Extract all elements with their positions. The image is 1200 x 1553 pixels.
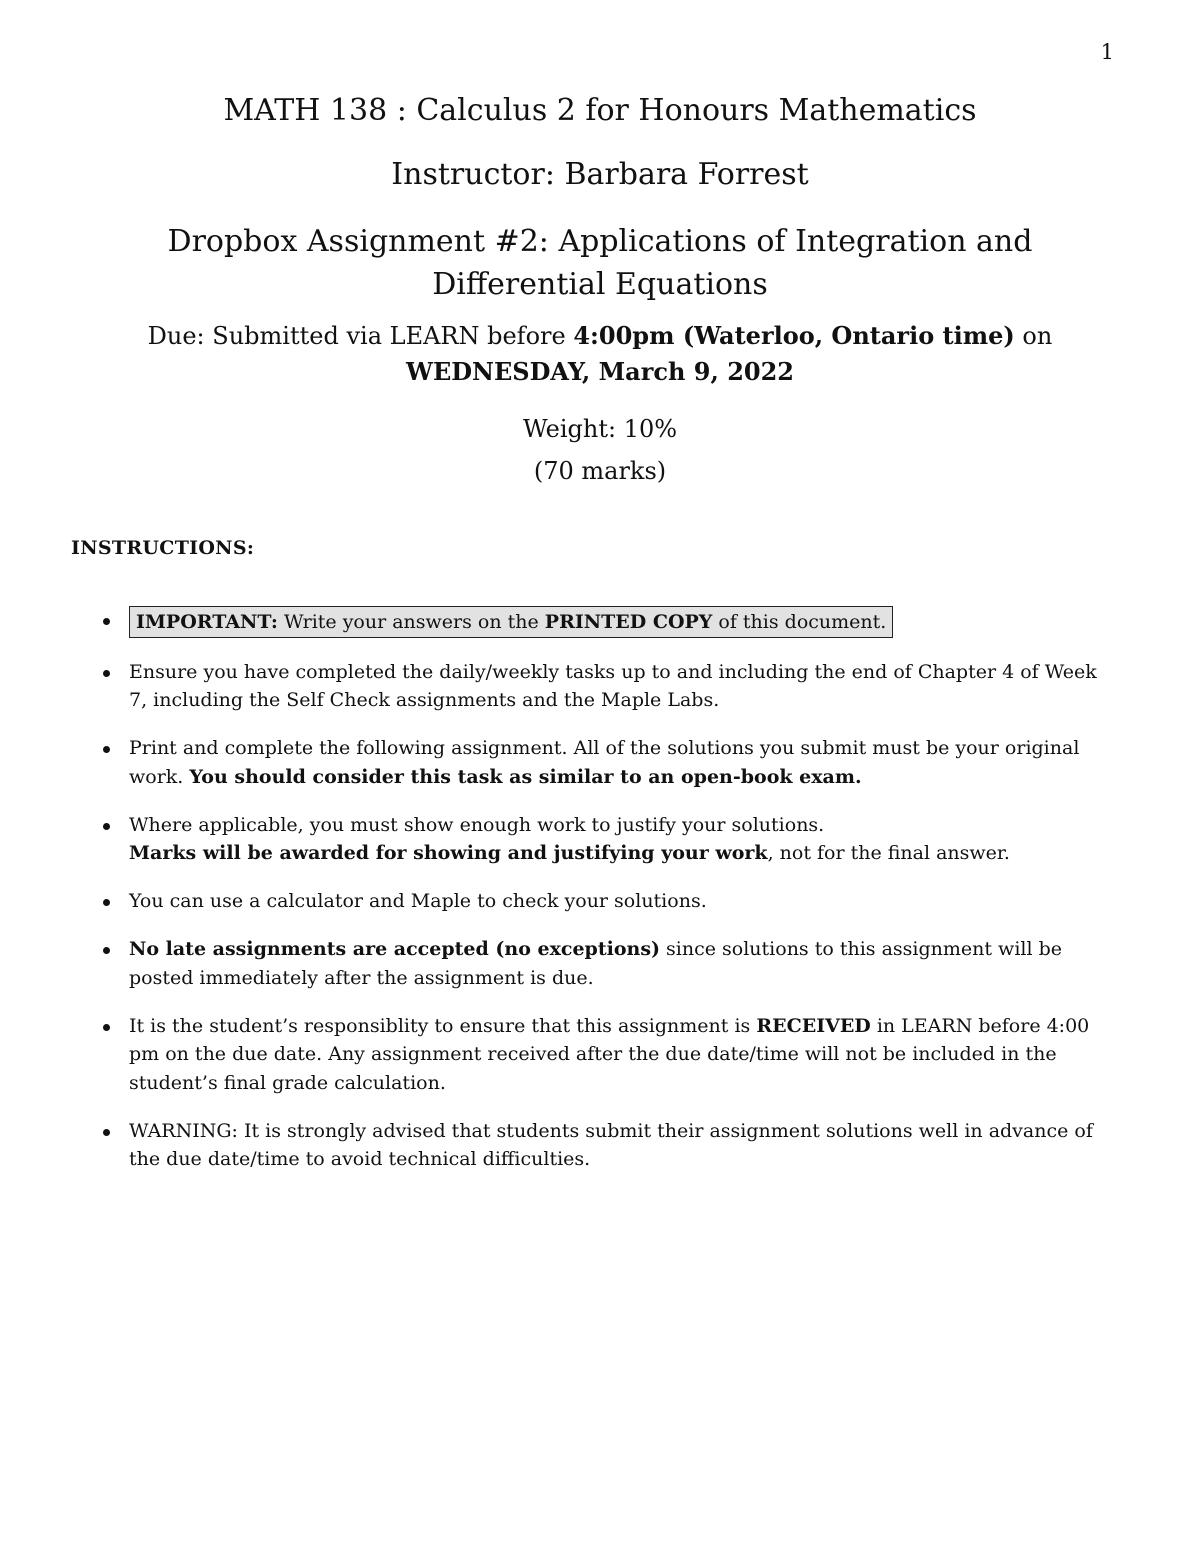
late-text: since solutions to this assignment will be posted immediately after the assignment is due.	[129, 938, 1062, 989]
instructions-heading: INSTRUCTIONS:	[71, 537, 255, 559]
important-label: IMPORTANT:	[136, 611, 278, 633]
bullet-icon	[103, 670, 110, 677]
warning-text: WARNING: It is strongly advised that students submit their assignment solutions well in advance of the due date/time to avoid technical difficulties.	[129, 1119, 1093, 1170]
show-work-emphasis: Marks will be awarded for showing and justifying your work	[129, 842, 768, 864]
list-item-original-work	[99, 734, 1119, 791]
assignment-title-line-1: Dropbox Assignment #2: Applications of Integration and	[167, 224, 1033, 259]
show-work-text: Where applicable, you must show enough work to justify your solutions.	[129, 813, 825, 836]
important-text-b: of this document.	[712, 611, 887, 633]
document-header	[0, 92, 1200, 492]
instructions-list	[99, 606, 1119, 1193]
due-statement	[0, 318, 1200, 390]
original-work-emphasis: You should consider this task as similar to an open-book exam.	[189, 765, 862, 788]
bullet-icon	[103, 746, 110, 753]
assignment-title-line-2: Differential Equations	[432, 267, 768, 302]
important-text-a: Write your answers on the	[277, 611, 545, 633]
bullet-icon	[103, 899, 110, 906]
late-emphasis: No late assignments are accepted (no exceptions)	[129, 938, 661, 960]
list-item-warning	[99, 1117, 1119, 1174]
page-number: 1	[1100, 40, 1114, 64]
responsibility-text-b: in LEARN before 4:00 pm on the due date. Any assignment received after the due date/time will not be included in the student’s final grade calculation.	[129, 1014, 1090, 1094]
bullet-icon	[103, 1129, 110, 1136]
bullet-icon	[103, 1024, 110, 1031]
list-item-calculator	[99, 887, 1119, 916]
total-marks: (70 marks)	[533, 457, 667, 485]
list-item-responsibility	[99, 1012, 1119, 1098]
instructor-name: Instructor: Barbara Forrest	[391, 157, 809, 192]
list-item-important	[99, 606, 1119, 638]
course-title: MATH 138 : Calculus 2 for Honours Mathematics	[223, 93, 977, 128]
calculator-text: You can use a calculator and Maple to check your solutions.	[129, 890, 707, 912]
responsibility-text-a: It is the student’s responsiblity to ensure that this assignment is	[129, 1014, 757, 1037]
bullet-icon	[103, 823, 110, 830]
due-suffix: on	[1014, 322, 1053, 350]
bullet-icon	[103, 947, 110, 954]
bullet-icon	[103, 618, 110, 625]
due-date: WEDNESDAY, March 9, 2022	[406, 357, 794, 386]
due-prefix: Due: Submitted via LEARN before	[147, 322, 574, 350]
list-item-late-policy	[99, 935, 1119, 992]
responsibility-emphasis: RECEIVED	[756, 1014, 871, 1037]
show-work-suffix: , not for the final answer.	[767, 842, 1010, 864]
assignment-title	[0, 220, 1200, 306]
weight: Weight: 10%	[522, 415, 678, 443]
important-emphasis: PRINTED COPY	[544, 611, 713, 633]
important-notice-box	[129, 606, 893, 638]
due-time: 4:00pm (Waterloo, Ontario time)	[573, 321, 1015, 350]
tasks-text: Ensure you have completed the daily/weekly tasks up to and including the end of Chapter 4 of Week 7, including the Self Check assignments and the Maple Labs.	[129, 660, 1097, 711]
list-item-tasks	[99, 658, 1119, 715]
list-item-show-work	[99, 811, 1119, 868]
original-work-text: Print and complete the following assignment. All of the solutions you submit must be your original work.	[129, 737, 1080, 788]
